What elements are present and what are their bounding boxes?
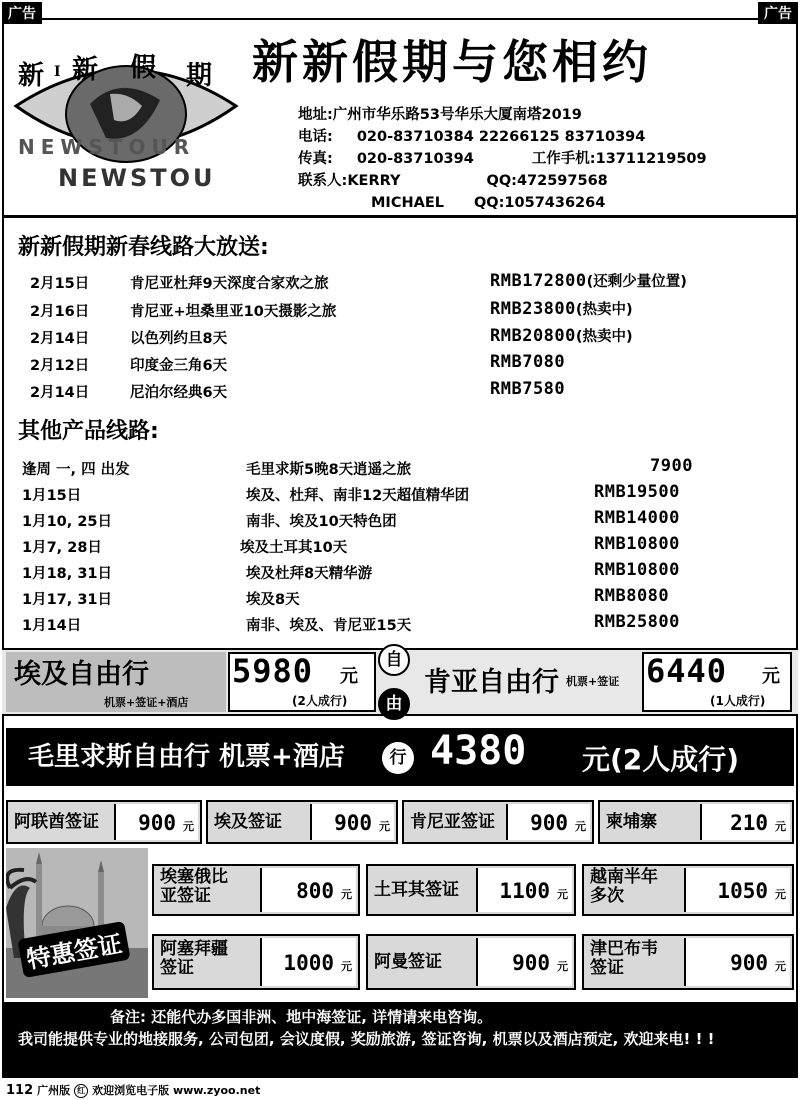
spring-price: RMB7080 bbox=[490, 352, 566, 372]
visa-cell bbox=[152, 934, 360, 990]
contact2-qq: 1057436264 bbox=[504, 195, 606, 211]
fax-label: 传真: bbox=[298, 151, 333, 167]
visa-unit: 元 bbox=[183, 820, 194, 833]
ad-tag-left: 广告 bbox=[2, 2, 42, 24]
visa-cell bbox=[582, 864, 794, 916]
visa-label bbox=[590, 940, 658, 978]
visa-cell bbox=[6, 800, 202, 844]
visa-price-box bbox=[684, 868, 790, 912]
visa-cell bbox=[402, 800, 594, 844]
other-route-name: 毛里求斯5晚8天逍遥之旅 bbox=[246, 462, 412, 478]
notes-line-2: 我司能提供专业的地接服务, 公司包团, 会议度假, 奖励旅游, 签证咨询, 机票以及酒店预定, 欢迎来电! ! ! bbox=[18, 1030, 715, 1048]
logo-brand-top: NEWSTOUR bbox=[18, 135, 196, 159]
fax-line bbox=[298, 148, 707, 170]
other-price: RMB14000 bbox=[594, 508, 680, 528]
visa-unit: 元 bbox=[575, 820, 586, 833]
visa-label-line1: 津巴布韦 bbox=[590, 939, 658, 959]
newstour-logo bbox=[10, 34, 242, 194]
spring-route-price-row bbox=[490, 379, 565, 399]
visa-price: 1050 bbox=[717, 879, 768, 903]
other-route-name: 南非、埃及10天特色团 bbox=[246, 514, 397, 530]
mobile-label: 工作手机: bbox=[531, 151, 596, 167]
other-route-name: 埃及、杜拜、南非12天超值精华团 bbox=[246, 488, 470, 504]
other-price: 7900 bbox=[650, 456, 693, 476]
contact2-name: MICHAEL bbox=[371, 195, 444, 211]
contact2-qq-label: QQ: bbox=[473, 195, 505, 211]
other-route-name: 埃及8天 bbox=[246, 592, 300, 608]
spring-price-note: (热卖中) bbox=[575, 302, 633, 318]
spring-route-name: 印度金三角6天 bbox=[130, 358, 228, 374]
visa-price-box bbox=[506, 804, 590, 840]
visa-price-box bbox=[310, 804, 394, 840]
spring-route-name: 肯尼亚杜拜9天深度合家欢之旅 bbox=[130, 276, 329, 292]
visa-price: 900 bbox=[512, 951, 550, 975]
visa-price-box bbox=[114, 804, 198, 840]
contact1-qq-label: QQ: bbox=[486, 173, 517, 189]
spring-route-price-row bbox=[490, 298, 633, 319]
logo-char-2: I bbox=[54, 64, 61, 80]
page-footer bbox=[6, 1082, 260, 1098]
visa-price: 900 bbox=[334, 811, 372, 835]
visa-label: 肯尼亚签证 bbox=[410, 812, 495, 832]
visa-cell bbox=[582, 934, 794, 990]
egypt-group-note: (2人成行) bbox=[292, 694, 348, 708]
kenya-price: 6440 bbox=[646, 652, 728, 690]
contact-line-1 bbox=[298, 170, 707, 192]
main-title: 新新假期与您相约 bbox=[252, 35, 652, 89]
special-visa-badge: 特惠签证 bbox=[17, 921, 130, 978]
brand-icon: 红 bbox=[74, 1084, 88, 1098]
visa-label-line1: 越南半年 bbox=[590, 867, 658, 887]
visa-label-line2: 签证 bbox=[590, 958, 624, 978]
visa-label-line1: 阿塞拜疆 bbox=[160, 939, 228, 959]
visa-label-line2: 多次 bbox=[590, 886, 624, 906]
visa-label: 阿曼签证 bbox=[374, 952, 442, 972]
spring-date: 2月14日 bbox=[30, 385, 90, 401]
spring-price-note: (热卖中) bbox=[575, 329, 633, 345]
spring-route-price-row bbox=[490, 325, 633, 346]
other-price: RMB10800 bbox=[594, 560, 680, 580]
visa-label bbox=[590, 868, 658, 906]
mobile-number: 13711219509 bbox=[595, 151, 707, 167]
visa-unit: 元 bbox=[379, 820, 390, 833]
you-badge: 由 bbox=[378, 688, 410, 720]
visa-price: 800 bbox=[296, 879, 334, 903]
other-date: 1月18, 31日 bbox=[22, 566, 113, 582]
visa-unit: 元 bbox=[341, 888, 352, 901]
visa-unit: 元 bbox=[341, 960, 352, 973]
visa-price: 1000 bbox=[283, 951, 334, 975]
contact-line-2 bbox=[298, 192, 707, 214]
spring-date: 2月14日 bbox=[30, 331, 90, 347]
egypt-free-travel-includes: 机票+签证+酒店 bbox=[104, 696, 189, 709]
other-date: 1月14日 bbox=[22, 618, 82, 634]
other-routes-title: 其他产品线路: bbox=[18, 419, 159, 444]
visa-label-line2: 亚签证 bbox=[160, 886, 211, 906]
spring-price: RMB20800 bbox=[490, 326, 576, 346]
other-date: 1月17, 31日 bbox=[22, 592, 113, 608]
visa-unit: 元 bbox=[775, 820, 786, 833]
visa-price-box bbox=[476, 938, 572, 986]
mauritius-price: 4380 bbox=[430, 728, 527, 774]
visa-price: 900 bbox=[138, 811, 176, 835]
other-price: RMB25800 bbox=[594, 612, 680, 632]
logo-brand-bottom: NEWSTOU bbox=[58, 164, 216, 192]
notes-line-1: 备注: 还能代办多国非洲、地中海签证, 详情请来电咨询。 bbox=[110, 1008, 493, 1026]
other-price: RMB19500 bbox=[594, 482, 680, 502]
contact1-qq: 472597568 bbox=[516, 173, 608, 189]
spring-route-name: 肯尼亚+坦桑里亚10天摄影之旅 bbox=[130, 304, 337, 320]
other-date: 1月15日 bbox=[22, 488, 82, 504]
kenya-free-travel-title: 肯亚自由行 bbox=[424, 667, 559, 698]
egypt-price-unit: 元 bbox=[340, 666, 358, 687]
address-line: 地址:广州市华乐路53号华乐大厦南塔2019 bbox=[298, 107, 582, 123]
kenya-free-travel-includes: 机票+签证 bbox=[566, 675, 620, 688]
visa-label bbox=[160, 868, 228, 906]
page-number: 112 bbox=[6, 1083, 34, 1098]
other-route-name: 南非、埃及、肯尼亚15天 bbox=[246, 618, 412, 634]
visa-label: 柬埔寨 bbox=[606, 812, 657, 832]
header-divider bbox=[2, 215, 798, 218]
visa-label: 阿联酋签证 bbox=[14, 812, 99, 832]
visa-unit: 元 bbox=[557, 888, 568, 901]
other-date: 1月7, 28日 bbox=[22, 540, 102, 556]
spring-date: 2月12日 bbox=[30, 358, 90, 374]
spring-price: RMB23800 bbox=[490, 299, 576, 319]
visa-cell bbox=[598, 800, 794, 844]
logo-char-1: 新 bbox=[18, 61, 45, 91]
visa-unit: 元 bbox=[557, 960, 568, 973]
visa-price: 900 bbox=[530, 811, 568, 835]
spring-routes-title: 新新假期新春线路大放送: bbox=[18, 235, 269, 260]
phone-line bbox=[298, 126, 707, 148]
visa-price: 210 bbox=[730, 811, 768, 835]
visa-cell bbox=[366, 934, 576, 990]
mauritius-price-unit: 元(2人成行) bbox=[582, 743, 740, 776]
spring-route-name: 以色列约旦8天 bbox=[130, 331, 228, 347]
kenya-group-note: (1人成行) bbox=[710, 694, 766, 708]
logo-char-5: 期 bbox=[186, 61, 213, 91]
phone-label: 电话: bbox=[298, 129, 333, 145]
visa-label-line1: 埃塞俄比 bbox=[160, 867, 228, 887]
egypt-free-travel-title: 埃及自由行 bbox=[14, 659, 149, 690]
other-route-name: 埃及土耳其10天 bbox=[240, 540, 348, 556]
spring-route-price-row bbox=[490, 352, 565, 372]
spring-price: RMB172800 bbox=[490, 271, 587, 291]
fax-number: 020-83710394 bbox=[356, 151, 474, 167]
contact-label: 联系人: bbox=[298, 173, 348, 189]
egypt-price: 5980 bbox=[232, 652, 314, 690]
visa-label: 埃及签证 bbox=[214, 812, 282, 832]
spring-route-name: 尼泊尔经典6天 bbox=[130, 385, 228, 401]
visa-label bbox=[160, 940, 228, 978]
spring-price-note: (还剩少量位置) bbox=[586, 274, 687, 290]
other-route-name: 埃及杜拜8天精华游 bbox=[246, 566, 373, 582]
other-price: RMB8080 bbox=[594, 586, 670, 606]
visa-cell bbox=[206, 800, 398, 844]
mauritius-title: 毛里求斯自由行 机票+酒店 bbox=[28, 742, 345, 772]
logo-char-3: 新 bbox=[72, 55, 99, 85]
visa-price-box bbox=[260, 938, 356, 986]
visa-price-box bbox=[476, 868, 572, 912]
ad-tag-right: 广告 bbox=[758, 2, 798, 24]
visa-price-box bbox=[700, 804, 790, 840]
visa-label: 土耳其签证 bbox=[374, 880, 459, 900]
website-text: 欢迎浏览电子版 www.zyoo.net bbox=[92, 1084, 261, 1097]
visa-unit: 元 bbox=[775, 888, 786, 901]
other-date: 逢周 一, 四 出发 bbox=[22, 462, 130, 478]
visa-cell bbox=[366, 864, 576, 916]
edition-label: 广州版 bbox=[37, 1084, 71, 1097]
phone-number: 020-83710384 22266125 83710394 bbox=[356, 129, 646, 145]
visa-cell bbox=[152, 864, 360, 916]
logo-char-4: 假 bbox=[130, 53, 157, 83]
visa-label-line2: 签证 bbox=[160, 958, 194, 978]
xing-badge: 行 bbox=[382, 742, 414, 774]
contact-info bbox=[298, 104, 707, 214]
visa-price-box bbox=[260, 868, 356, 912]
visa-price-box bbox=[684, 938, 790, 986]
other-date: 1月10, 25日 bbox=[22, 514, 113, 530]
other-price: RMB10800 bbox=[594, 534, 680, 554]
spring-date: 2月16日 bbox=[30, 304, 90, 320]
kenya-price-unit: 元 bbox=[762, 666, 780, 687]
spring-price: RMB7580 bbox=[490, 379, 566, 399]
visa-price: 900 bbox=[730, 951, 768, 975]
zi-badge: 自 bbox=[378, 644, 410, 676]
contact1-name: KERRY bbox=[347, 173, 401, 189]
visa-unit: 元 bbox=[775, 960, 786, 973]
visa-price: 1100 bbox=[499, 879, 550, 903]
spring-date: 2月15日 bbox=[30, 276, 90, 292]
spring-route-price-row bbox=[490, 270, 687, 291]
